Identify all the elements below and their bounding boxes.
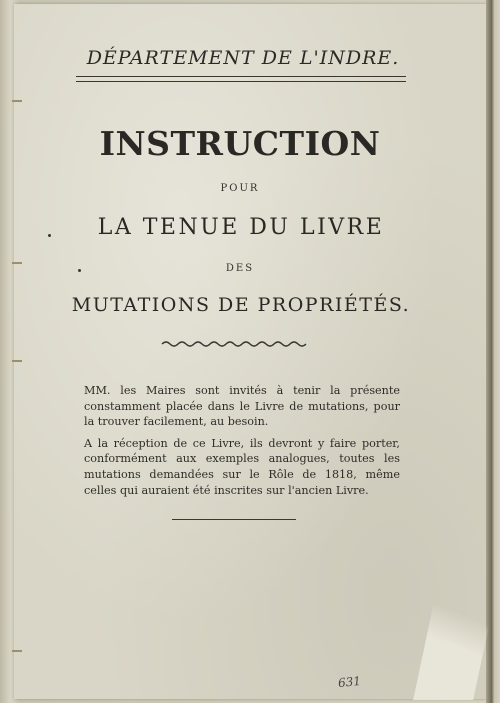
binding-stitch <box>12 360 22 362</box>
instruction-body <box>84 383 400 504</box>
ornamental-divider <box>160 340 310 348</box>
header-double-rule <box>76 76 406 82</box>
binding-stitch <box>12 100 22 102</box>
binding-stitch <box>12 262 22 264</box>
document-page <box>14 4 486 699</box>
subtitle-mutations: MUTATIONS DE PROPRIÉTÉS. <box>71 294 411 316</box>
ink-dot <box>48 234 51 237</box>
paragraph-1: MM. les Maires sont invités à tenir la présente constamment placée dans le Livre de mutations, pour la trouver facilement, au besoin. <box>84 384 400 429</box>
binding-stitch <box>12 650 22 652</box>
department-header: DÉPARTEMENT DE L'INDRE. <box>86 47 400 69</box>
subtitle-pour: POUR <box>220 183 260 194</box>
subtitle-main: LA TENUE DU LIVRE <box>97 215 385 240</box>
closing-rule <box>172 519 296 520</box>
pencil-page-number: 631 <box>337 673 362 691</box>
subtitle-des: DES <box>225 263 255 274</box>
document-title: INSTRUCTION <box>99 124 381 163</box>
paragraph-2: A la réception de ce Livre, ils devront y faire porter, conformément aux exemples analogues, toutes les mutations demandées sur le Rôle de 1818, même celles qui auraient été inscrites sur l'ancien Livre. <box>84 436 400 497</box>
